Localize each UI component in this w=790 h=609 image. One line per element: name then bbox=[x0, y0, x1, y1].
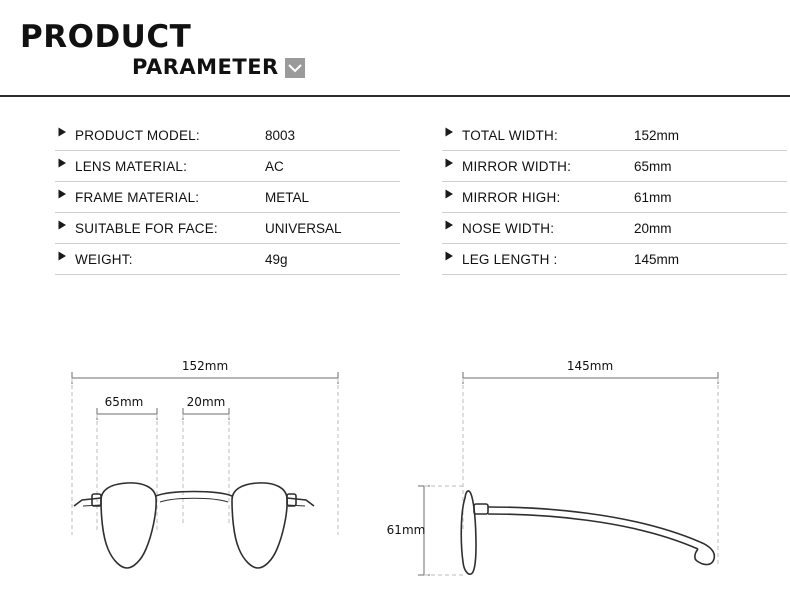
spec-label: TOTAL WIDTH: bbox=[462, 127, 558, 143]
front-total-width-label: 152mm bbox=[181, 359, 229, 373]
spec-value: 8003 bbox=[265, 127, 296, 143]
spec-column-right bbox=[442, 120, 787, 275]
table-row bbox=[55, 182, 400, 213]
page-subtitle-row bbox=[132, 57, 790, 78]
table-row bbox=[55, 213, 400, 244]
spec-value: METAL bbox=[265, 189, 310, 205]
spec-value: 61mm bbox=[634, 189, 672, 205]
spec-value: 49g bbox=[265, 251, 288, 267]
spec-label: WEIGHT: bbox=[75, 251, 133, 267]
spec-value: 145mm bbox=[634, 251, 680, 267]
spec-label: LENS MATERIAL: bbox=[75, 158, 188, 174]
table-row bbox=[55, 120, 400, 151]
spec-value: 65mm bbox=[634, 158, 672, 174]
spec-value: 152mm bbox=[634, 127, 680, 143]
glasses-front-illustration bbox=[74, 483, 314, 568]
triangle-bullet-icon bbox=[55, 158, 69, 169]
lens-height-dimension bbox=[387, 486, 466, 575]
triangle-bullet-icon bbox=[55, 189, 69, 200]
spec-label: FRAME MATERIAL: bbox=[75, 189, 200, 205]
spec-value: 20mm bbox=[634, 220, 672, 236]
glasses-side-illustration bbox=[461, 491, 714, 574]
triangle-bullet-icon bbox=[442, 251, 456, 262]
spec-label: MIRROR HIGH: bbox=[462, 189, 561, 205]
triangle-bullet-icon bbox=[55, 251, 69, 262]
triangle-bullet-icon bbox=[442, 189, 456, 200]
front-view-diagram bbox=[72, 359, 338, 568]
spec-label: SUITABLE FOR FACE: bbox=[75, 220, 218, 236]
page-subtitle: PARAMETER bbox=[132, 55, 279, 79]
table-row bbox=[442, 120, 787, 151]
chevron-down-icon bbox=[285, 58, 305, 78]
spec-value: UNIVERSAL bbox=[265, 220, 342, 236]
front-nose-width-label: 20mm bbox=[186, 395, 226, 409]
triangle-bullet-icon bbox=[55, 220, 69, 231]
triangle-bullet-icon bbox=[55, 127, 69, 138]
spec-label: NOSE WIDTH: bbox=[462, 220, 555, 236]
spec-value: AC bbox=[265, 158, 284, 174]
table-row bbox=[442, 244, 787, 275]
header-divider bbox=[0, 95, 790, 97]
side-lens-height-label: 61mm bbox=[386, 523, 426, 537]
page-header bbox=[0, 0, 790, 78]
triangle-bullet-icon bbox=[442, 220, 456, 231]
page-title: PRODUCT bbox=[20, 19, 192, 55]
table-row bbox=[55, 151, 400, 182]
table-row bbox=[442, 151, 787, 182]
dimension-diagrams bbox=[0, 330, 790, 609]
spec-column-left bbox=[55, 120, 400, 275]
lens-width-dimension bbox=[97, 395, 157, 530]
side-view-diagram bbox=[387, 359, 718, 575]
product-parameter-table bbox=[0, 120, 790, 275]
spec-label: LEG LENGTH : bbox=[462, 251, 558, 267]
triangle-bullet-icon bbox=[442, 158, 456, 169]
total-width-dimension bbox=[72, 359, 338, 535]
table-row bbox=[442, 182, 787, 213]
spec-label: MIRROR WIDTH: bbox=[462, 158, 572, 174]
nose-width-dimension bbox=[183, 395, 229, 526]
front-lens-width-label: 65mm bbox=[104, 395, 144, 409]
triangle-bullet-icon bbox=[442, 127, 456, 138]
side-leg-length-label: 145mm bbox=[566, 359, 614, 373]
table-row bbox=[442, 213, 787, 244]
spec-label: PRODUCT MODEL: bbox=[75, 127, 200, 143]
table-row bbox=[55, 244, 400, 275]
